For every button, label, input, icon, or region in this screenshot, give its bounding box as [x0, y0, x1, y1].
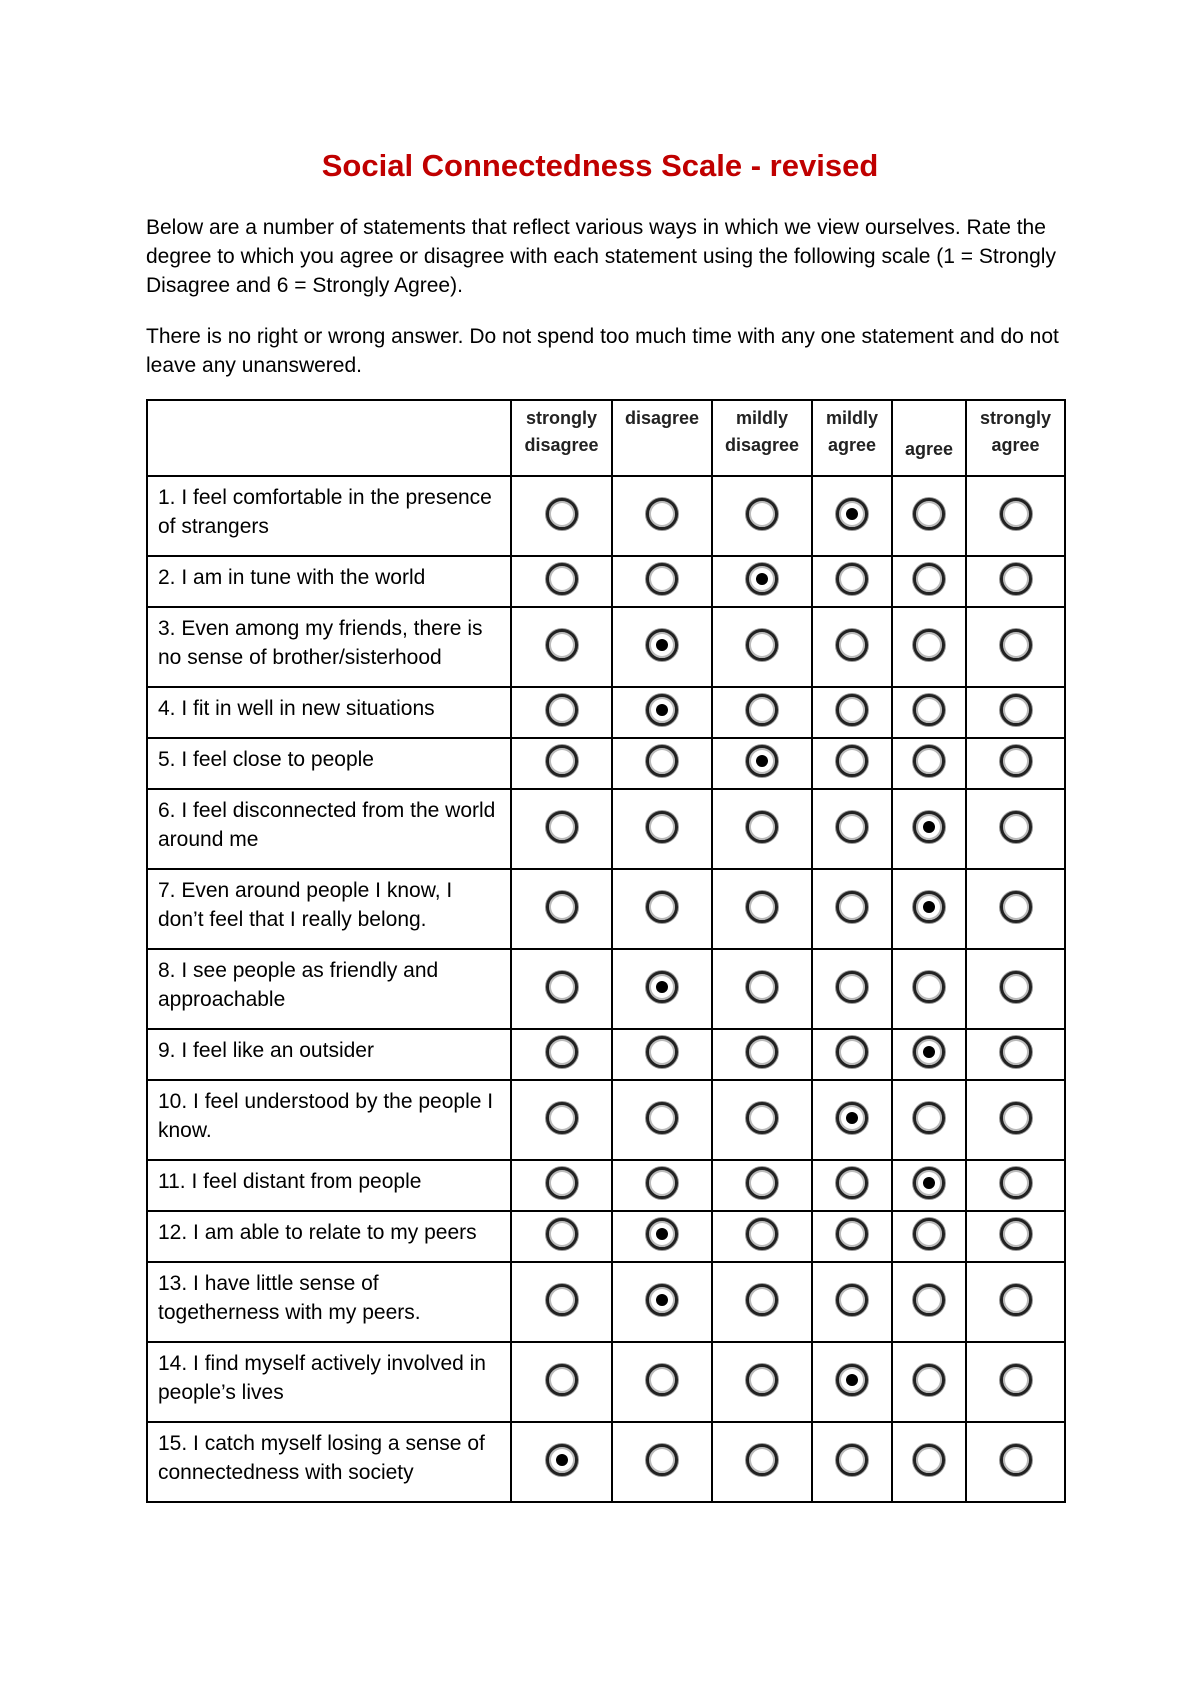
option-cell — [892, 476, 966, 556]
radio-option-agree[interactable] — [913, 1364, 945, 1396]
option-cell — [892, 789, 966, 869]
option-cell — [966, 1160, 1065, 1211]
option-cell — [612, 1262, 712, 1342]
statement-row — [147, 789, 1065, 869]
radio-option-agree[interactable] — [913, 891, 945, 923]
radio-option-mildly-agree[interactable] — [836, 811, 868, 843]
radio-option-disagree[interactable] — [646, 1444, 678, 1476]
radio-option-agree[interactable] — [913, 1444, 945, 1476]
radio-option-strongly-agree[interactable] — [1000, 971, 1032, 1003]
option-cell — [812, 1211, 892, 1262]
column-header-agree: agree — [892, 400, 966, 476]
radio-selected-dot-icon — [656, 1294, 668, 1306]
radio-option-disagree[interactable] — [646, 1102, 678, 1134]
option-cell — [892, 1211, 966, 1262]
radio-option-strongly-disagree[interactable] — [546, 629, 578, 661]
option-cell — [612, 1029, 712, 1080]
option-cell — [966, 1422, 1065, 1502]
option-cell — [612, 1080, 712, 1160]
radio-option-strongly-disagree[interactable] — [546, 1218, 578, 1250]
radio-option-strongly-disagree[interactable] — [546, 694, 578, 726]
statement-row — [147, 1211, 1065, 1262]
option-cell — [612, 687, 712, 738]
instructions-paragraph-1: Below are a number of statements that reflect various ways in which we view ourselves. Rate the degree to which you agree or disagree with each statement using the following scale (1 = Strongly Disagree and 6 = Strongly Agree). — [146, 216, 1056, 297]
radio-option-agree[interactable] — [913, 1284, 945, 1316]
radio-option-agree[interactable] — [913, 811, 945, 843]
radio-option-strongly-disagree[interactable] — [546, 811, 578, 843]
statement-text: 7. Even around people I know, I don’t feel that I really belong. — [147, 869, 511, 949]
radio-option-mildly-disagree[interactable] — [746, 563, 778, 595]
statement-text: 4. I fit in well in new situations — [147, 687, 511, 738]
option-cell — [892, 1160, 966, 1211]
radio-option-strongly-agree[interactable] — [1000, 811, 1032, 843]
option-cell — [712, 1029, 812, 1080]
option-cell — [892, 1342, 966, 1422]
radio-option-mildly-disagree[interactable] — [746, 1218, 778, 1250]
radio-selected-dot-icon — [656, 639, 668, 651]
statement-row — [147, 949, 1065, 1029]
option-cell — [712, 1422, 812, 1502]
statement-text: 15. I catch myself losing a sense of connectedness with society — [147, 1422, 511, 1502]
radio-option-strongly-disagree[interactable] — [546, 563, 578, 595]
statement-text: 9. I feel like an outsider — [147, 1029, 511, 1080]
radio-option-strongly-agree[interactable] — [1000, 1444, 1032, 1476]
radio-option-mildly-disagree[interactable] — [746, 1036, 778, 1068]
radio-option-mildly-disagree[interactable] — [746, 891, 778, 923]
option-cell — [612, 869, 712, 949]
option-cell — [812, 738, 892, 789]
radio-option-disagree[interactable] — [646, 1218, 678, 1250]
radio-option-agree[interactable] — [913, 1218, 945, 1250]
radio-option-strongly-disagree[interactable] — [546, 1444, 578, 1476]
radio-option-mildly-disagree[interactable] — [746, 1167, 778, 1199]
radio-option-mildly-agree[interactable] — [836, 1284, 868, 1316]
radio-option-agree[interactable] — [913, 498, 945, 530]
radio-option-disagree[interactable] — [646, 811, 678, 843]
radio-option-disagree[interactable] — [646, 1036, 678, 1068]
radio-option-strongly-disagree[interactable] — [546, 1102, 578, 1134]
option-cell — [966, 789, 1065, 869]
option-cell — [812, 1262, 892, 1342]
radio-option-mildly-agree[interactable] — [836, 498, 868, 530]
radio-option-strongly-agree[interactable] — [1000, 563, 1032, 595]
radio-option-disagree[interactable] — [646, 694, 678, 726]
radio-option-disagree[interactable] — [646, 498, 678, 530]
radio-option-mildly-agree[interactable] — [836, 891, 868, 923]
radio-option-strongly-agree[interactable] — [1000, 1218, 1032, 1250]
option-cell — [812, 1080, 892, 1160]
radio-option-mildly-disagree[interactable] — [746, 1364, 778, 1396]
radio-option-disagree[interactable] — [646, 745, 678, 777]
radio-option-disagree[interactable] — [646, 891, 678, 923]
radio-selected-dot-icon — [556, 1454, 568, 1466]
option-cell — [892, 1080, 966, 1160]
option-cell — [511, 1342, 612, 1422]
option-cell — [966, 1262, 1065, 1342]
option-cell — [712, 869, 812, 949]
radio-option-strongly-disagree[interactable] — [546, 1364, 578, 1396]
option-cell — [966, 869, 1065, 949]
radio-option-strongly-agree[interactable] — [1000, 1364, 1032, 1396]
radio-option-mildly-disagree[interactable] — [746, 629, 778, 661]
radio-option-mildly-agree[interactable] — [836, 1444, 868, 1476]
radio-selected-dot-icon — [756, 755, 768, 767]
radio-selected-dot-icon — [923, 901, 935, 913]
radio-option-strongly-agree[interactable] — [1000, 1102, 1032, 1134]
radio-option-mildly-disagree[interactable] — [746, 1102, 778, 1134]
option-cell — [812, 949, 892, 1029]
option-cell — [612, 556, 712, 607]
radio-selected-dot-icon — [923, 821, 935, 833]
option-cell — [966, 949, 1065, 1029]
option-cell — [812, 556, 892, 607]
option-cell — [966, 1342, 1065, 1422]
radio-option-mildly-agree[interactable] — [836, 971, 868, 1003]
option-cell — [712, 1211, 812, 1262]
option-cell — [966, 1029, 1065, 1080]
statement-text: 3. Even among my friends, there is no sense of brother/sisterhood — [147, 607, 511, 687]
radio-option-strongly-disagree[interactable] — [546, 891, 578, 923]
radio-selected-dot-icon — [923, 1046, 935, 1058]
radio-selected-dot-icon — [846, 1112, 858, 1124]
option-cell — [511, 476, 612, 556]
option-cell — [511, 1211, 612, 1262]
radio-option-strongly-agree[interactable] — [1000, 1167, 1032, 1199]
option-cell — [511, 1080, 612, 1160]
radio-selected-dot-icon — [923, 1177, 935, 1189]
statement-row — [147, 1029, 1065, 1080]
radio-option-disagree[interactable] — [646, 629, 678, 661]
option-cell — [812, 476, 892, 556]
radio-option-disagree[interactable] — [646, 1167, 678, 1199]
option-cell — [812, 869, 892, 949]
statement-row — [147, 738, 1065, 789]
rating-table — [146, 399, 1066, 1503]
column-header-mildly-agree: mildly agree — [812, 400, 892, 476]
option-cell — [511, 789, 612, 869]
option-cell — [712, 789, 812, 869]
option-cell — [612, 607, 712, 687]
radio-option-agree[interactable] — [913, 745, 945, 777]
option-cell — [966, 687, 1065, 738]
option-cell — [612, 1160, 712, 1211]
option-cell — [511, 556, 612, 607]
statement-row — [147, 869, 1065, 949]
option-cell — [511, 738, 612, 789]
statement-text: 10. I feel understood by the people I know. — [147, 1080, 511, 1160]
radio-option-strongly-disagree[interactable] — [546, 498, 578, 530]
statement-text: 6. I feel disconnected from the world around me — [147, 789, 511, 869]
option-cell — [966, 738, 1065, 789]
option-cell — [966, 1211, 1065, 1262]
statement-row — [147, 1160, 1065, 1211]
option-cell — [892, 1262, 966, 1342]
radio-option-strongly-disagree[interactable] — [546, 1036, 578, 1068]
radio-selected-dot-icon — [756, 573, 768, 585]
option-cell — [966, 556, 1065, 607]
radio-selected-dot-icon — [846, 508, 858, 520]
statement-text: 11. I feel distant from people — [147, 1160, 511, 1211]
option-cell — [892, 738, 966, 789]
radio-option-mildly-agree[interactable] — [836, 629, 868, 661]
radio-selected-dot-icon — [656, 981, 668, 993]
option-cell — [612, 476, 712, 556]
option-cell — [812, 1342, 892, 1422]
option-cell — [511, 1262, 612, 1342]
radio-option-mildly-agree[interactable] — [836, 745, 868, 777]
radio-option-mildly-disagree[interactable] — [746, 811, 778, 843]
option-cell — [712, 1080, 812, 1160]
option-cell — [612, 789, 712, 869]
radio-option-strongly-agree[interactable] — [1000, 1284, 1032, 1316]
column-header-strongly-agree: strongly agree — [966, 400, 1065, 476]
option-cell — [812, 1029, 892, 1080]
radio-option-agree[interactable] — [913, 1036, 945, 1068]
option-cell — [712, 476, 812, 556]
statement-text: 13. I have little sense of togetherness with my peers. — [147, 1262, 511, 1342]
radio-option-disagree[interactable] — [646, 563, 678, 595]
radio-option-mildly-agree[interactable] — [836, 1364, 868, 1396]
radio-option-mildly-disagree[interactable] — [746, 498, 778, 530]
option-cell — [511, 1422, 612, 1502]
option-cell — [612, 1211, 712, 1262]
radio-option-disagree[interactable] — [646, 1284, 678, 1316]
column-header-strongly-disagree: strongly disagree — [511, 400, 612, 476]
header-row — [147, 400, 1065, 476]
statement-text: 12. I am able to relate to my peers — [147, 1211, 511, 1262]
option-cell — [966, 607, 1065, 687]
option-cell — [712, 949, 812, 1029]
option-cell — [712, 607, 812, 687]
radio-option-mildly-disagree[interactable] — [746, 971, 778, 1003]
option-cell — [712, 738, 812, 789]
statement-text: 5. I feel close to people — [147, 738, 511, 789]
option-cell — [892, 556, 966, 607]
option-cell — [892, 687, 966, 738]
radio-option-disagree[interactable] — [646, 1364, 678, 1396]
option-cell — [812, 687, 892, 738]
statement-row — [147, 1080, 1065, 1160]
statement-text: 8. I see people as friendly and approachable — [147, 949, 511, 1029]
option-cell — [511, 949, 612, 1029]
radio-option-mildly-agree[interactable] — [836, 1218, 868, 1250]
radio-option-mildly-agree[interactable] — [836, 563, 868, 595]
radio-option-mildly-disagree[interactable] — [746, 745, 778, 777]
radio-selected-dot-icon — [656, 1228, 668, 1240]
option-cell — [892, 949, 966, 1029]
option-cell — [812, 789, 892, 869]
option-cell — [511, 1029, 612, 1080]
column-header-mildly-disagree: mildly disagree — [712, 400, 812, 476]
radio-option-mildly-agree[interactable] — [836, 1036, 868, 1068]
statement-row — [147, 1262, 1065, 1342]
option-cell — [612, 738, 712, 789]
statement-row — [147, 1422, 1065, 1502]
column-header-disagree: disagree — [612, 400, 712, 476]
option-cell — [712, 1160, 812, 1211]
option-cell — [612, 949, 712, 1029]
radio-option-strongly-disagree[interactable] — [546, 745, 578, 777]
statement-row — [147, 1342, 1065, 1422]
option-cell — [712, 1342, 812, 1422]
page-title: Social Connectedness Scale - revised — [321, 148, 879, 183]
statement-text: 2. I am in tune with the world — [147, 556, 511, 607]
radio-option-strongly-agree[interactable] — [1000, 745, 1032, 777]
statement-row — [147, 476, 1065, 556]
radio-option-strongly-agree[interactable] — [1000, 891, 1032, 923]
radio-option-agree[interactable] — [913, 971, 945, 1003]
radio-option-agree[interactable] — [913, 629, 945, 661]
option-cell — [812, 1422, 892, 1502]
option-cell — [812, 607, 892, 687]
option-cell — [511, 1160, 612, 1211]
option-cell — [892, 1029, 966, 1080]
header-blank-cell — [147, 400, 511, 476]
radio-option-agree[interactable] — [913, 563, 945, 595]
option-cell — [612, 1342, 712, 1422]
statement-row — [147, 556, 1065, 607]
option-cell — [892, 607, 966, 687]
radio-option-strongly-agree[interactable] — [1000, 498, 1032, 530]
option-cell — [712, 1262, 812, 1342]
option-cell — [612, 1422, 712, 1502]
radio-selected-dot-icon — [656, 704, 668, 716]
option-cell — [511, 869, 612, 949]
radio-option-strongly-agree[interactable] — [1000, 629, 1032, 661]
radio-option-mildly-agree[interactable] — [836, 1102, 868, 1134]
statement-row — [147, 687, 1065, 738]
radio-option-mildly-agree[interactable] — [836, 694, 868, 726]
radio-option-mildly-agree[interactable] — [836, 1167, 868, 1199]
option-cell — [892, 869, 966, 949]
option-cell — [511, 607, 612, 687]
option-cell — [511, 687, 612, 738]
radio-option-mildly-disagree[interactable] — [746, 694, 778, 726]
option-cell — [966, 1080, 1065, 1160]
statement-text: 1. I feel comfortable in the presence of strangers — [147, 476, 511, 556]
option-cell — [966, 476, 1065, 556]
radio-option-strongly-disagree[interactable] — [546, 1284, 578, 1316]
radio-option-strongly-disagree[interactable] — [546, 971, 578, 1003]
option-cell — [712, 556, 812, 607]
option-cell — [812, 1160, 892, 1211]
radio-selected-dot-icon — [846, 1374, 858, 1386]
radio-option-agree[interactable] — [913, 694, 945, 726]
statement-row — [147, 607, 1065, 687]
radio-option-agree[interactable] — [913, 1167, 945, 1199]
radio-option-agree[interactable] — [913, 1102, 945, 1134]
option-cell — [892, 1422, 966, 1502]
radio-option-mildly-disagree[interactable] — [746, 1284, 778, 1316]
option-cell — [712, 687, 812, 738]
instructions-paragraph-2: There is no right or wrong answer. Do not spend too much time with any one statement and do not leave any unanswered. — [146, 325, 1059, 377]
radio-option-strongly-agree[interactable] — [1000, 1036, 1032, 1068]
radio-option-strongly-disagree[interactable] — [546, 1167, 578, 1199]
radio-option-strongly-agree[interactable] — [1000, 694, 1032, 726]
statement-text: 14. I find myself actively involved in people’s lives — [147, 1342, 511, 1422]
radio-option-mildly-disagree[interactable] — [746, 1444, 778, 1476]
radio-option-disagree[interactable] — [646, 971, 678, 1003]
